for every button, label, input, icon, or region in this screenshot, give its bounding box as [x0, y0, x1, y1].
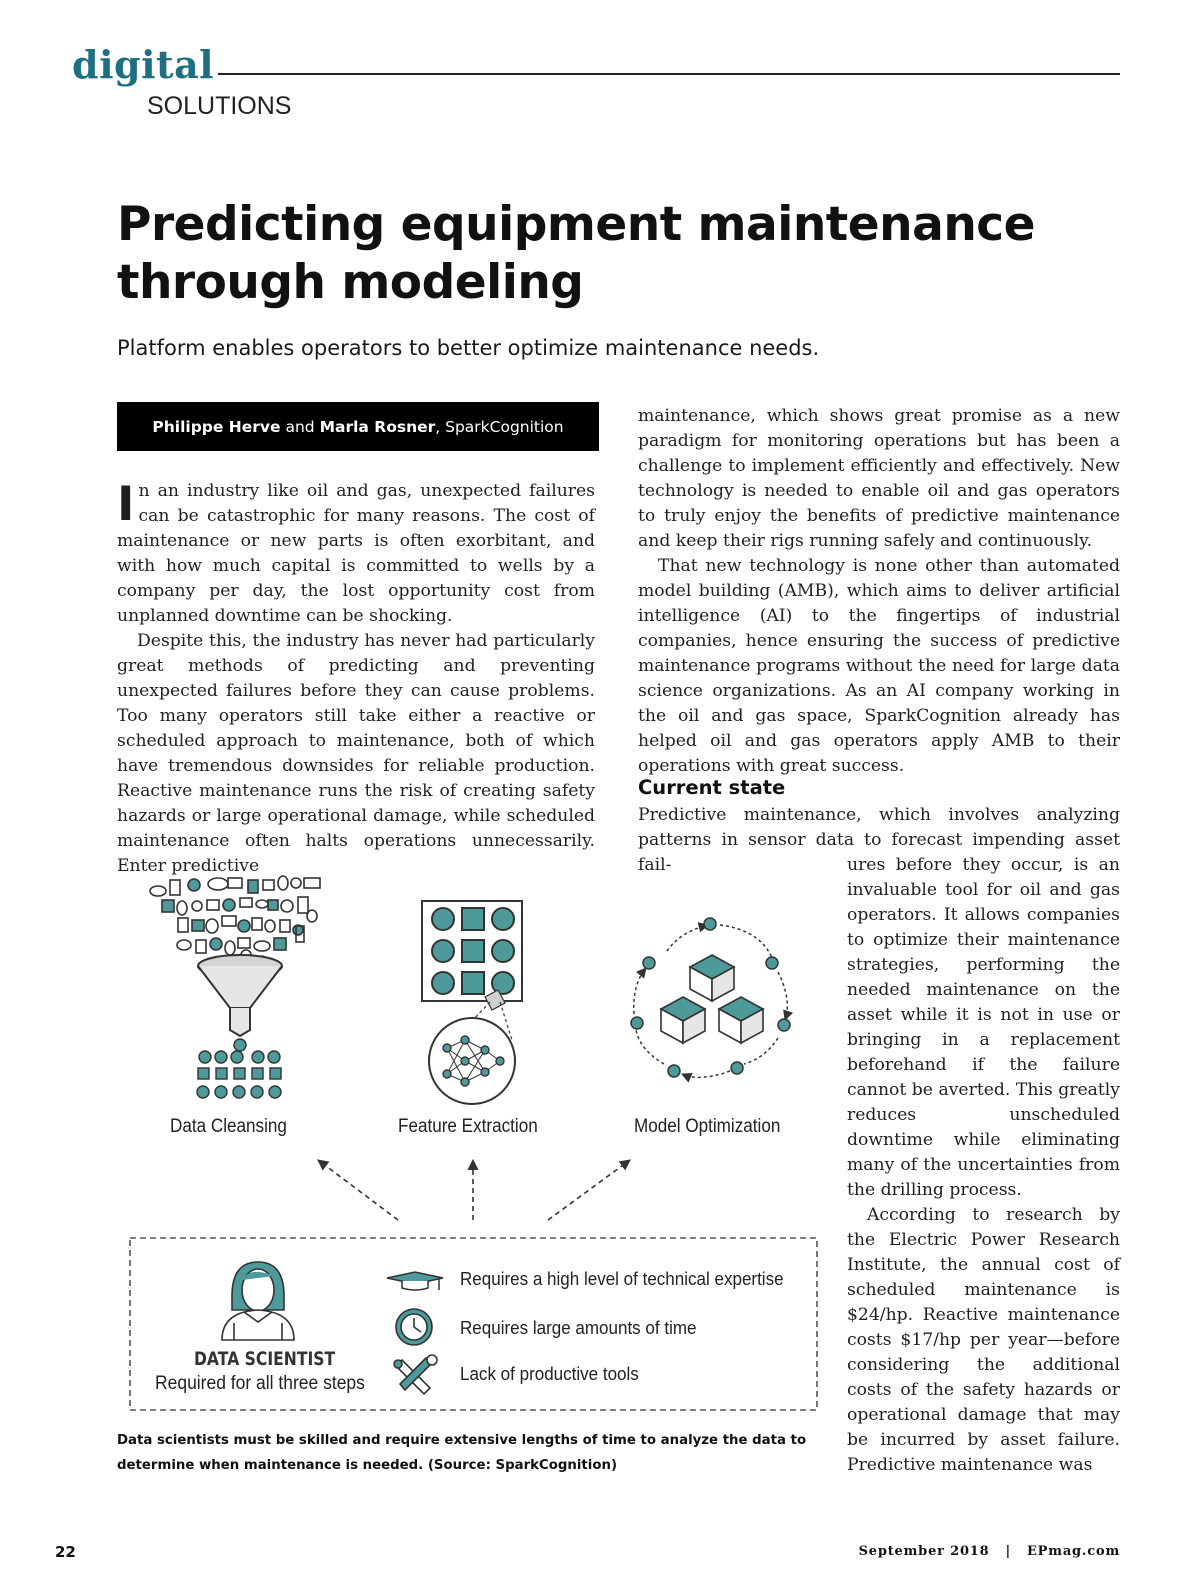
- paragraph-5-lead: Predictive maintenance, which involves analyzing patterns in sensor data to forecast impending asset fail-: [638, 805, 1120, 875]
- paragraph-4: That new technology is none other than automated model building (AMB), which aims to deliver artificial intelligence (AI) to the fingertips of industrial companies, hence ensuring the success of predictive maintenance programs without the need for large data science organizations. As an AI company working in the oil and gas space, SparkCognition already has helped oil and gas operators apply AMB to their operations with great success.: [638, 556, 1120, 776]
- neural-network-icon: [429, 1018, 515, 1104]
- clean-data-icon: [197, 1039, 281, 1098]
- requirement-expertise: Requires a high level of technical expertise: [460, 1268, 784, 1289]
- figure-caption: Data scientists must be skilled and require extensive lengths of time to analyze the data to determine when maintenance is needed. (Source: SparkCognition): [117, 1433, 807, 1473]
- author-1: Philippe Herve: [152, 417, 281, 436]
- graduation-cap-icon: [387, 1272, 443, 1290]
- section-label: digital: [72, 42, 215, 87]
- paragraph-2: Despite this, the industry has never had particularly great methods of predicting and preventing unexpected failures before they can cause problems. Too many operators still take either a reactive or scheduled approach to maintenance, both of which have tremendous downsides for reliable production. Reactive maintenance runs the risk of creating safety hazards or large operational damage, while scheduled maintenance often halts operations unnecessarily. Enter predictive: [117, 631, 595, 876]
- step-label-data-cleansing: Data Cleansing: [170, 1116, 287, 1137]
- article-subtitle: Platform enables operators to better optimize maintenance needs.: [117, 336, 820, 360]
- tools-icon: [394, 1355, 437, 1394]
- footer-issue: September 2018 | EPmag.com: [858, 1544, 1120, 1559]
- byline-conjunction: and: [280, 417, 320, 436]
- section-sublabel: SOLUTIONS: [147, 92, 292, 120]
- drop-cap: I: [117, 477, 135, 532]
- paragraph-6: According to research by the Electric Power Research Institute, the annual cost of scheduled maintenance is $24/hp. Reactive maintenance costs $17/hp per year—before considering the additional costs of the safety hazards or operational damage that may be incurred by asset failure. Predictive maintenance was: [847, 1205, 1120, 1475]
- requirement-tools: Lack of productive tools: [460, 1363, 639, 1384]
- clock-icon: [396, 1309, 432, 1345]
- data-shapes-icon: [150, 876, 320, 966]
- byline-company: , SparkCognition: [435, 417, 564, 436]
- requirement-time: Requires large amounts of time: [460, 1317, 697, 1338]
- data-scientist-icon: [222, 1262, 294, 1340]
- model-cycle-icon: [631, 918, 790, 1077]
- paragraph-3: maintenance, which shows great promise as a new paradigm for monitoring operations but has been a challenge to implement efficiently and effectively. New technology is needed to enable oil and gas operators to truly enjoy the benefits of predictive maintenance and keep their rigs running safely and continuously.: [638, 406, 1120, 551]
- page-number: 22: [55, 1543, 76, 1561]
- subheading-current-state: Current state: [638, 776, 786, 799]
- data-scientist-title: DATA SCIENTIST: [194, 1348, 336, 1370]
- step-label-feature-extraction: Feature Extraction: [398, 1116, 538, 1137]
- paragraph-1: n an industry like oil and gas, unexpected failures can be catastrophic for many reasons. The cost of maintenance or new parts is often exorbitant, and with how much capital is committed to wells by a company per day, the lost opportunity cost from unplanned downtime can be shocking.: [117, 481, 595, 626]
- step-label-model-optimization: Model Optimization: [634, 1116, 781, 1137]
- author-2: Marla Rosner: [319, 417, 436, 436]
- data-scientist-subtitle: Required for all three steps: [155, 1373, 365, 1394]
- paragraph-5-cont: ures before they occur, is an invaluable tool for oil and gas operators. It allows companies to optimize their maintenance strategies, performing the needed maintenance on the asset while it is not in use or bringing in a replacement beforehand if the failure cannot be averted. This greatly reduces unscheduled downtime while eliminating many of the uncertainties from the drilling process.: [847, 855, 1120, 1200]
- funnel-icon: [198, 955, 282, 1036]
- article-title: Predicting equipment maintenance through modeling: [117, 197, 1036, 310]
- dependency-arrows: [318, 1160, 630, 1220]
